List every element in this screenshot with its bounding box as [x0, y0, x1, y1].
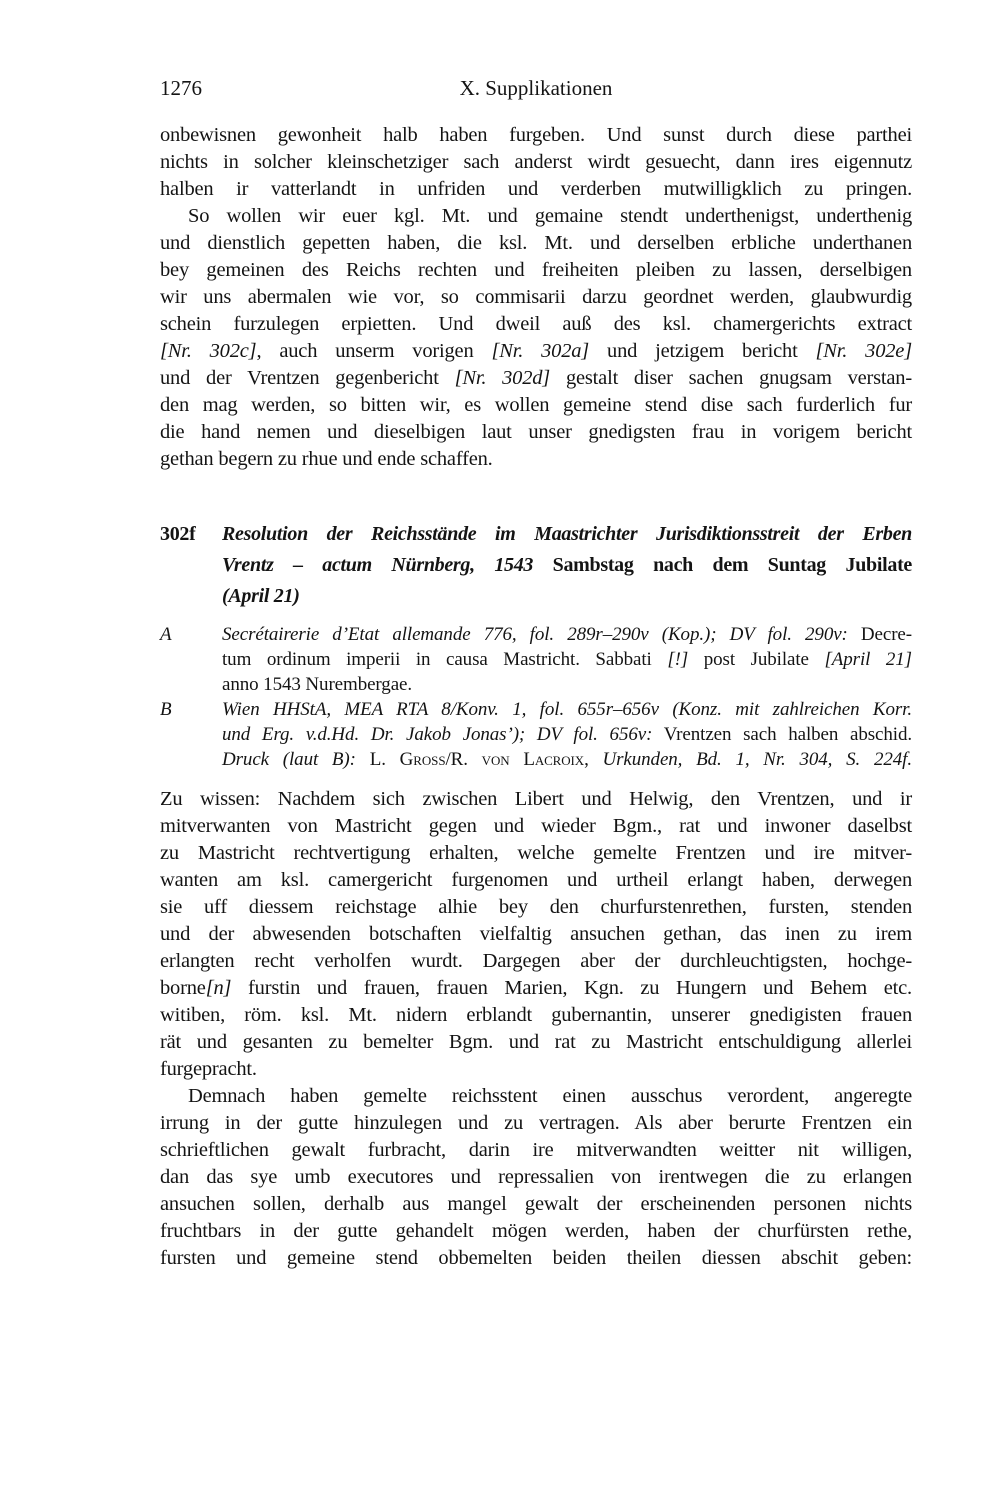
text-line: irrung in der gutte hinzulegen und zu vertragen. Als aber berurte Frentzen ein — [160, 1112, 912, 1134]
resolution-paragraph-2 — [160, 1083, 912, 1272]
text-line: schrieftlichen gewalt furbracht, darin ire mitverwandten weitter nit willigen, — [160, 1139, 912, 1161]
document-content — [160, 122, 912, 1272]
running-head-title: X. Supplikationen — [459, 76, 613, 100]
text-line: Druck (laut B): L. Groß/R. von Lacroix, Urkunden, Bd. 1, Nr. 304, S. 224f. — [222, 749, 912, 770]
heading-302f-label: 302f — [160, 523, 196, 545]
text-line: erlangten recht verholfen wurdt. Dargegen aber der durchleuchtigsten, hochge- — [160, 950, 912, 972]
opening-paragraph — [160, 122, 912, 203]
text-line: Wien HHStA, MEA RTA 8/Konv. 1, fol. 655r–656v (Konz. mit zahlreichen Korr. — [222, 699, 912, 720]
heading-302f — [160, 519, 912, 612]
text-line: zu Mastricht rechtvertigung erhalten, welche gemelte Frentzen und ire mitver- — [160, 842, 912, 864]
text-line: witiben, röm. ksl. Mt. nidern erblandt gubernantin, unserer gnedigisten frauen — [160, 1004, 912, 1026]
text-line: sie uff diessem reichstage alhie bey den churfurstenrethen, fursten, stenden — [160, 896, 912, 918]
petition-paragraph — [160, 203, 912, 473]
running-header — [160, 76, 912, 100]
text-line: [Nr. 302c], auch unserm vorigen [Nr. 302a] und jetzigem bericht [Nr. 302e] — [160, 340, 912, 362]
text-line: So wollen wir euer kgl. Mt. und gemaine stendt underthenigst, underthenig — [188, 205, 912, 227]
text-line: und der abwesenden botschaften vielfaltig ansuchen gethan, das inen zu irem — [160, 923, 912, 945]
text-line: Vrentz – actum Nürnberg, 1543 Sambstag nach dem Suntag Jubilate — [222, 554, 913, 576]
page-number: 1276 — [160, 76, 202, 100]
text-line: mitverwanten von Mastricht gegen und wieder Bgm., rat und inwoner daselbst — [160, 815, 912, 837]
text-line: gethan begern zu rhue und ende schaffen. — [160, 448, 493, 470]
text-line: Zu wissen: Nachdem sich zwischen Libert und Helwig, den Vrentzen, und ir — [160, 788, 912, 810]
text-line: bey gemeinen des Reichs rechten und freiheiten pleiben zu lassen, derselbigen — [160, 259, 912, 281]
text-line: fursten und gemeine stend obbemelten beiden theilen diessen abschit geben: — [160, 1247, 912, 1269]
text-line: Resolution der Reichsstände im Maastrichter Jurisdiktionsstreit der Erben — [222, 523, 912, 545]
source-entry-a — [160, 622, 912, 697]
text-line: und dienstlich gepetten haben, die ksl. Mt. und derselben erbliche underthanen — [160, 232, 912, 254]
text-line: dan das sye umb executores und repressalien von irentwegen die zu erlangen — [160, 1166, 912, 1188]
text-line: und der Vrentzen gegenbericht [Nr. 302d] gestalt diser sachen gnugsam verstan- — [160, 367, 912, 389]
text-line: halben ir vatterlandt in unfriden und verderben mutwilligklich zu pringen. — [160, 178, 912, 200]
text-line: Demnach haben gemelte reichsstent einen ausschus verordent, angeregte — [188, 1085, 912, 1107]
text-line: wir uns abermalen wie vor, so commisarii darzu geordnet werden, glaubwurdig — [160, 286, 912, 308]
text-line: fruchtbars in der gutte gehandelt mögen werden, haben der churfürsten rethe, — [160, 1220, 912, 1242]
text-line: den mag werden, so bitten wir, es wollen gemeine stend dise sach furderlich fur — [160, 394, 912, 416]
text-line: nichts in solcher kleinschetziger sach anderst wirdt gesuecht, dann ires eigennutz — [160, 151, 912, 173]
source-entry-b — [160, 697, 912, 772]
resolution-paragraph-1 — [160, 786, 912, 1083]
text-line: wanten am ksl. camergericht furgenomen und urtheil erlangt haben, derwegen — [160, 869, 912, 891]
text-line: borne[n] furstin und frauen, frauen Marien, Kgn. zu Hungern und Behem etc. — [160, 977, 912, 999]
source-entry-b-label: B — [160, 699, 172, 720]
text-line: Secrétairerie d’Etat allemande 776, fol. 289r–290v (Kop.); DV fol. 290v: Decre- — [222, 624, 912, 645]
text-line: tum ordinum imperii in causa Mastricht. Sabbati [!] post Jubilate [April 21] — [222, 649, 912, 670]
book-page — [0, 76, 1004, 1494]
text-line: rät und gesanten zu bemelter Bgm. und rat zu Mastricht entschuldigung allerlei — [160, 1031, 912, 1053]
text-line: schein furzulegen erpietten. Und dweil auß des ksl. chamergerichts extract — [160, 313, 912, 335]
text-line: (April 21) — [222, 585, 300, 607]
source-entry-a-label: A — [160, 624, 172, 645]
text-line: ansuchen sollen, derhalb aus mangel gewalt der erscheinenden personen nichts — [160, 1193, 912, 1215]
text-line: anno 1543 Nurembergae. — [222, 674, 413, 695]
text-line: furgepracht. — [160, 1058, 257, 1080]
text-line: onbewisnen gewonheit halb haben furgeben. Und sunst durch diese parthei — [160, 124, 912, 146]
text-line: und Erg. v.d.Hd. Dr. Jakob Jonas’); DV fol. 656v: Vrentzen sach halben abschid. — [222, 724, 912, 745]
text-line: die hand nemen und dieselbigen laut unser gnedigsten frau in vorigem bericht — [160, 421, 912, 443]
